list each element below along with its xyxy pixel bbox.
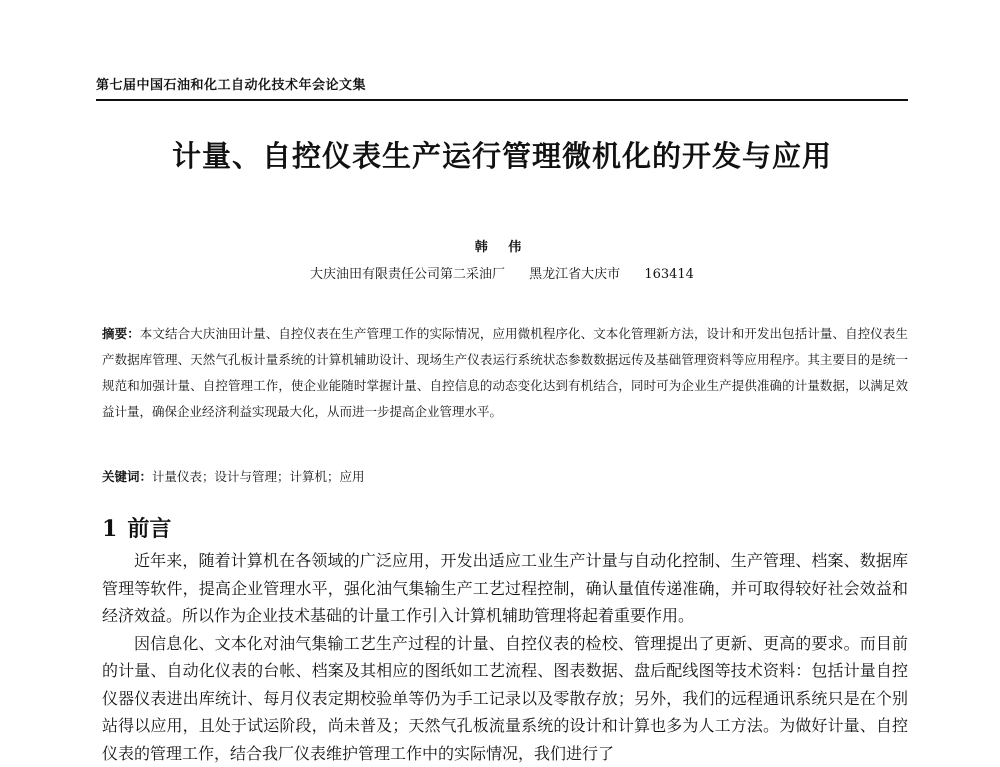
affiliation-location: 黑龙江省大庆市 — [529, 267, 620, 282]
affiliation-postcode: 163414 — [644, 267, 694, 282]
affiliation — [96, 263, 908, 282]
abstract — [102, 321, 908, 425]
section-heading — [102, 512, 171, 543]
keywords-label: 关键词： — [102, 469, 152, 484]
section-number: 1 — [102, 516, 117, 542]
body-paragraph: 因信息化、文本化对油气集输工艺生产过程的计量、自控仪表的检校、管理提出了更新、更高的要求。而目前的计量、自动化仪表的台帐、档案及其相应的图纸如工艺流程、图表数据、盘后配线图等技术资料：包括计量自控仪器仪表进出库统计、每月仪表定期校验单等仍为手工记录以及零散存放；另外，我们的远程通讯系统只是在个别站得以应用，且处于试运阶段，尚未普及；天然气孔板流量系统的设计和计算也多为人工方法。为做好计量、自控仪表的管理工作，结合我厂仪表维护管理工作中的实际情况，我们进行了 — [102, 630, 908, 767]
body-paragraph: 近年来，随着计算机在各领域的广泛应用，开发出适应工业生产计量与自动化控制、生产管理、档案、数据库管理等软件，提高企业管理水平，强化油气集输生产工艺过程控制，确认量值传递准确，并可取得较好社会效益和经济效益。所以作为企业技术基础的计量工作引入计算机辅助管理将起着重要作用。 — [102, 547, 908, 630]
running-header — [96, 74, 908, 101]
abstract-text: 本文结合大庆油田计量、自控仪表在生产管理工作的实际情况，应用微机程序化、文本化管理新方法，设计和开发出包括计量、自控仪表生产数据库管理、天然气孔板计量系统的计算机辅助设计、现场生产仪表运行系统状态参数数据远传及基础管理资料等应用程序。其主要目的是统一规范和加强计量、自控管理工作，使企业能随时掌握计量、自控信息的动态变化达到有机结合，同时可为企业生产提供准确的计量数据，以满足效益计量，确保企业经济利益实现最大化，从而进一步提高企业管理水平。 — [102, 326, 908, 419]
keywords — [102, 467, 908, 485]
affiliation-organization: 大庆油田有限责任公司第二采油厂 — [310, 267, 505, 282]
section-title: 前言 — [127, 516, 171, 542]
author-name: 韩 伟 — [96, 236, 908, 255]
keywords-text: 计量仪表；设计与管理；计算机；应用 — [152, 469, 365, 484]
section-body — [102, 547, 908, 767]
paper-title: 计量、自控仪表生产运行管理微机化的开发与应用 — [96, 134, 908, 175]
running-header-title: 第七届中国石油和化工自动化技术年会论文集 — [96, 78, 366, 93]
abstract-label: 摘要： — [102, 326, 140, 341]
